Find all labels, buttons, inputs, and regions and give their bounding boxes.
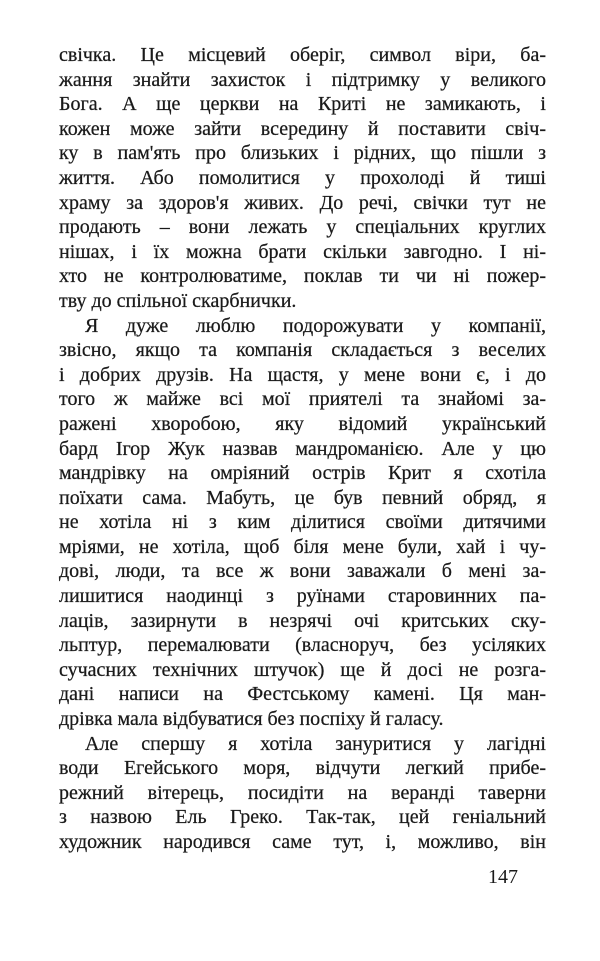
text-line: мандрівку на омріяний острів Крит я схотіла	[59, 462, 546, 485]
page-number: 147	[488, 866, 518, 888]
text-line: дані написи на Фестському камені. Ця ман-	[59, 683, 546, 706]
text-line: дові, люди, та все ж вони заважали б мені за-	[59, 560, 546, 583]
text-line: ражені хворобою, яку відомий український	[59, 412, 546, 435]
text-line: Але спершу я хотіла зануритися у лагідні	[85, 732, 546, 755]
text-line: з назвою Ель Греко. Так-так, цей геніальний	[59, 806, 546, 829]
text-line: поїхати сама. Мабуть, це був певний обряд, я	[59, 486, 546, 509]
text-line: жання знайти захисток і підтримку у великого	[59, 68, 546, 91]
text-line: Я дуже люблю подорожувати у компанії,	[85, 314, 546, 337]
text-line: того ж майже всі мої приятелі та знайомі за-	[59, 388, 546, 411]
text-line: звісно, якщо та компанія складається з веселих	[59, 339, 546, 362]
paragraph	[59, 314, 546, 732]
text-line: нішах, і їх можна брати скільки завгодно. І ні-	[59, 240, 546, 263]
text-line: льптур, перемалювати (власноруч, без усіляких	[59, 634, 546, 657]
text-line: лаців, зазирнути в незрячі очі критських ску-	[59, 609, 546, 632]
text-line: не хотіла ні з ким ділитися своїми дитячими	[59, 511, 546, 534]
text-line: води Егейського моря, відчути легкий прибе-	[59, 757, 546, 780]
text-line: дрівка мала відбуватися без поспіху й галасу.	[59, 708, 444, 731]
text-line: художник народився саме тут, і, можливо, він	[59, 831, 546, 853]
text-line: ку в пам'ять про близьких і рідних, що пішли з	[59, 142, 546, 165]
text-line: тву до спільної скарбнички.	[59, 289, 297, 312]
text-line: хто не контролюватиме, поклав ти чи ні пожер-	[59, 265, 546, 288]
paragraph	[59, 732, 546, 855]
paragraph	[59, 43, 546, 314]
text-line: лишитися наодинці з руїнами старовинних па-	[59, 585, 546, 608]
text-line: життя. Або помолитися у прохолоді й тиші	[59, 166, 546, 189]
text-line: храму за здоров'я живих. До речі, свічки тут не	[59, 191, 546, 214]
text-line: режний вітерець, посидіти на веранді таверни	[59, 781, 546, 804]
page-body	[59, 43, 546, 855]
text-line: Бога. А ще церкви на Криті не замикають, і	[59, 93, 546, 116]
text-line: бард Ігор Жук назвав мандроманією. Але у цю	[59, 437, 546, 460]
text-line: свічка. Це місцевий оберіг, символ віри, ба-	[59, 44, 546, 66]
text-line: сучасних технічних штучок) ще й досі не розга-	[59, 658, 546, 681]
text-line: мріями, не хотіла, щоб біля мене були, хай і чу-	[59, 535, 546, 558]
text-line: і добрих друзів. На щастя, у мене вони є, і до	[59, 363, 546, 386]
text-line: кожен може зайти всередину й поставити свіч-	[59, 117, 546, 140]
text-line: продають – вони лежать у спеціальних круглих	[59, 216, 546, 239]
